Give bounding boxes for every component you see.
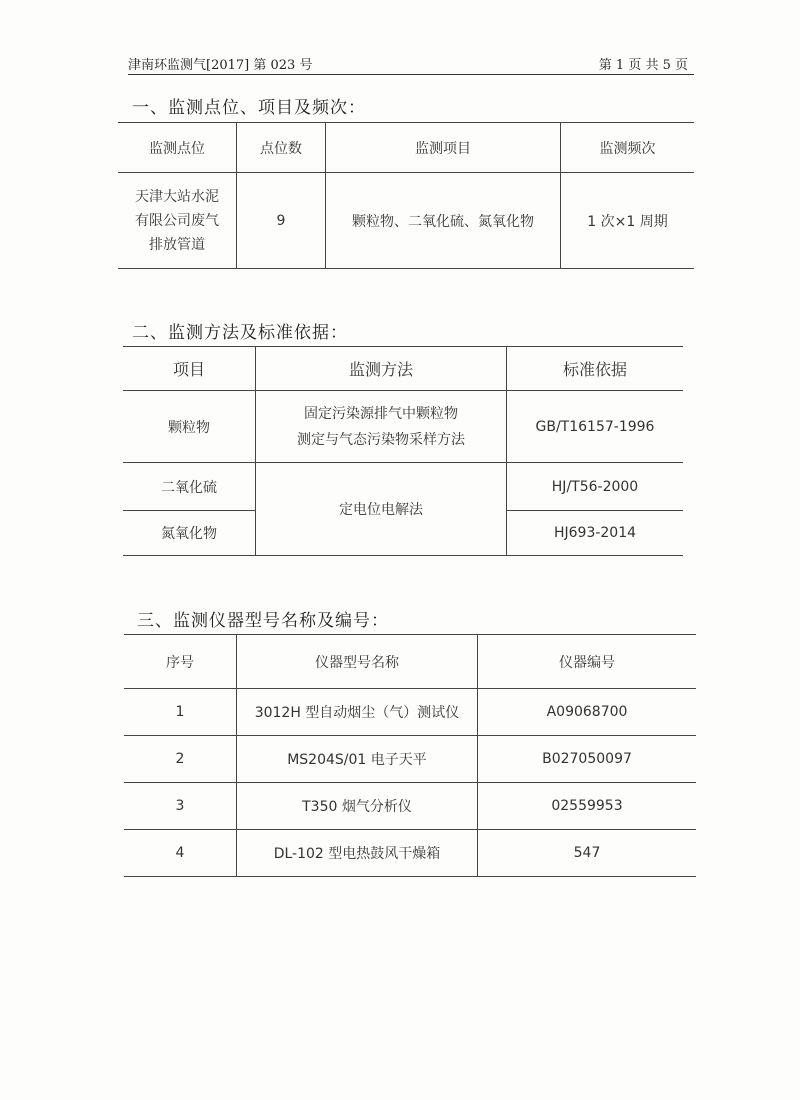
table-header-row	[124, 635, 696, 689]
methods-table	[123, 346, 683, 556]
col-header-no: 序号	[124, 635, 237, 689]
table-row	[123, 463, 683, 511]
items-cell: 颗粒物、二氧化硫、氮氧化物	[326, 173, 561, 269]
col-header-method: 监测方法	[256, 347, 507, 391]
location-line: 天津大站水泥	[135, 188, 219, 205]
table-row	[124, 736, 696, 783]
section2-title: 二、监测方法及标准依据：	[132, 323, 348, 343]
frequency-cell: 1 次×1 周期	[561, 173, 695, 269]
standard-cell: GB/T16157-1996	[507, 391, 684, 463]
location-cell	[118, 173, 237, 269]
page-info: 第 1 页 共 5 页	[598, 58, 688, 73]
standard-cell: HJ693-2014	[507, 511, 684, 556]
col-header-count: 点位数	[237, 123, 326, 173]
name-cell: T350 烟气分析仪	[237, 783, 478, 830]
monitoring-points-table	[118, 122, 694, 269]
item-cell: 二氧化硫	[123, 463, 256, 511]
table-header-row	[123, 347, 683, 391]
document-number: 津南环监测气[2017] 第 023 号	[128, 58, 313, 73]
no-cell: 3	[124, 783, 237, 830]
table-row	[123, 391, 683, 463]
table-header-row	[118, 123, 694, 173]
col-header-location: 监测点位	[118, 123, 237, 173]
code-cell: 547	[478, 830, 697, 877]
table-row	[124, 830, 696, 877]
location-line: 排放管道	[149, 236, 205, 253]
name-cell: DL-102 型电热鼓风干燥箱	[237, 830, 478, 877]
col-header-name: 仪器型号名称	[237, 635, 478, 689]
code-cell: 02559953	[478, 783, 697, 830]
name-cell: MS204S/01 电子天平	[237, 736, 478, 783]
method-line: 测定与气态污染物采样方法	[297, 431, 465, 448]
col-header-frequency: 监测频次	[561, 123, 695, 173]
method-line: 固定污染源排气中颗粒物	[304, 405, 458, 422]
item-cell: 氮氧化物	[123, 511, 256, 556]
code-cell: A09068700	[478, 689, 697, 736]
name-cell: 3012H 型自动烟尘（气）测试仪	[237, 689, 478, 736]
col-header-standard: 标准依据	[507, 347, 684, 391]
method-cell: 定电位电解法	[256, 463, 507, 556]
location-line: 有限公司废气	[135, 212, 219, 229]
col-header-items: 监测项目	[326, 123, 561, 173]
table-row	[124, 783, 696, 830]
no-cell: 4	[124, 830, 237, 877]
table-row	[118, 173, 694, 269]
col-header-code: 仪器编号	[478, 635, 697, 689]
col-header-item: 项目	[123, 347, 256, 391]
code-cell: B027050097	[478, 736, 697, 783]
instruments-table	[124, 634, 696, 877]
method-cell	[256, 391, 507, 463]
no-cell: 2	[124, 736, 237, 783]
section3-title: 三、监测仪器型号名称及编号：	[137, 611, 389, 631]
table-row	[124, 689, 696, 736]
page-header	[128, 52, 694, 75]
section1-title: 一、监测点位、项目及频次：	[132, 98, 366, 118]
item-cell: 颗粒物	[123, 391, 256, 463]
no-cell: 1	[124, 689, 237, 736]
standard-cell: HJ/T56-2000	[507, 463, 684, 511]
count-cell: 9	[237, 173, 326, 269]
